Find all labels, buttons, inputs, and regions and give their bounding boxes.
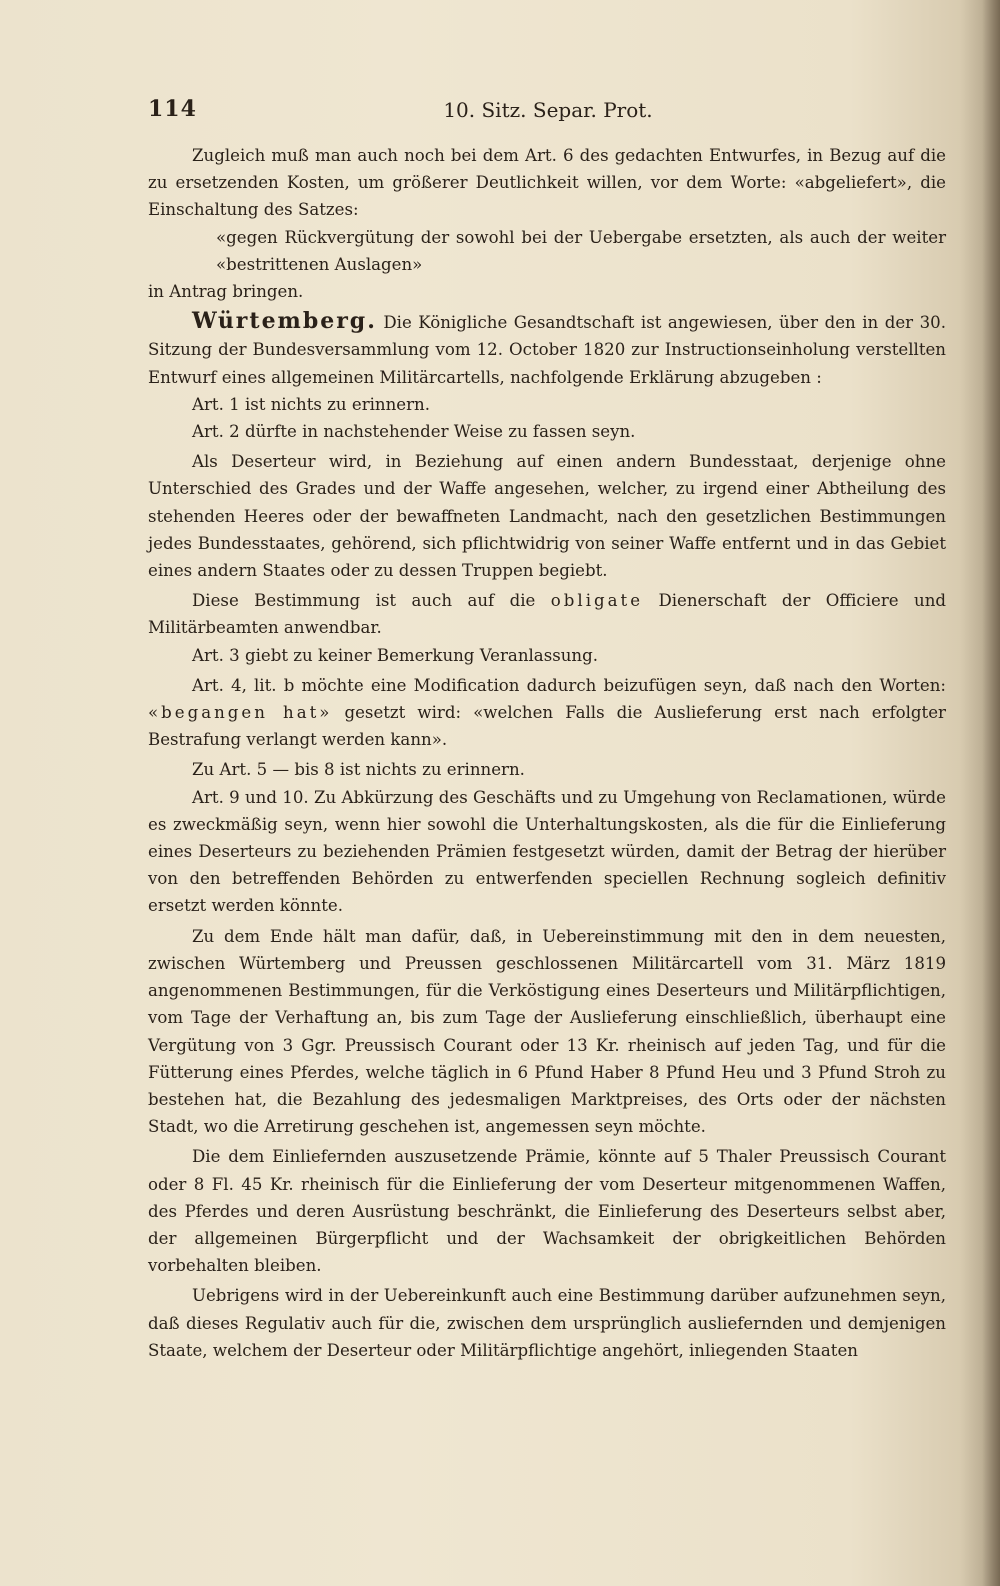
text-run: gesetzt wird: «welchen Falls die Auslieferung erst nach erfolgter Bestrafung verlangt werden kann». xyxy=(148,703,946,750)
paragraph-1: Zugleich muß man auch noch bei dem Art. 6 des gedachten Entwurfes, in Bezug auf die zu ersetzenden Kosten, um größerer Deutlichkeit willen, vor dem Worte: «abgeliefert», die Einschaltung des Satzes: xyxy=(148,146,946,220)
article-4 xyxy=(148,672,946,754)
paragraph-regulativ: Uebrigens wird in der Uebereinkunft auch eine Bestimmung darüber aufzunehmen seyn, daß dieses Regulativ auch für die, zwischen dem ursprünglich ausliefernden und demjenigen Staate, welchem der Deserteur oder Militärpflichtige angehört, inliegenden Staaten xyxy=(148,1286,946,1360)
text-run: Art. 4, lit. b möchte eine Modification dadurch beizufügen seyn, daß nach den Worten: xyxy=(192,675,946,695)
article-1: Art. 1 ist nichts zu erinnern. xyxy=(192,394,431,414)
article-5-8: Zu Art. 5 — bis 8 ist nichts zu erinnern. xyxy=(192,760,525,780)
article-9-10: Art. 9 und 10. Zu Abkürzung des Geschäfts und zu Umgehung von Reclamationen, würde es zweckmäßig seyn, wenn hier sowohl die Unterhaltungskosten, als die für die Einlieferung eines Deserteurs zu beziehenden Prämien festgesetzt würden, damit der Betrag der hierüber von den betreffenden Behörden zu entwerfenden speciellen Rechnung sogleich definitiv ersetzt werden könnte. xyxy=(148,787,946,916)
page-body xyxy=(148,142,946,1364)
text-run: Diese Bestimmung ist auch auf die xyxy=(192,591,536,611)
paragraph-dienerschaft xyxy=(148,587,946,641)
emphasis-text: «begangen hat» xyxy=(148,703,333,723)
book-spine-shadow xyxy=(982,0,1000,1586)
paragraph-1-end: in Antrag bringen. xyxy=(148,282,304,302)
page-header xyxy=(148,96,948,126)
page-number: 114 xyxy=(148,96,197,122)
text-run: Dienerschaft der Officiere und Militärbeamten anwendbar. xyxy=(148,591,947,638)
article-2: Art. 2 dürfte in nachstehender Weise zu fassen seyn. xyxy=(192,422,636,442)
emphasis-text: obligate xyxy=(550,591,644,611)
paragraph-wuertemberg xyxy=(148,308,946,391)
paragraph-wuertemberg-text: Die Königliche Gesandtschaft ist angewiesen, über den in der 30. Sitzung der Bundesversammlung vom 12. October 1820 zur Instructionseinholung verstellten Entwurf eines allgemeinen Militärcartells, nachfolgende Erklärung abzugeben : xyxy=(148,313,946,387)
paragraph-deserteur: Als Deserteur wird, in Beziehung auf einen andern Bundesstaat, derjenige ohne Unterschied des Grades und der Waffe angesehen, welcher, zu irgend einer Abtheilung des stehenden Heeres oder der bewaffneten Landmacht, nach den gesetzlichen Bestimmungen jedes Bundesstaates, gehörend, sich pflichtwidrig von seiner Waffe entfernt und in das Gebiet eines andern Staates oder zu dessen Truppen begiebt. xyxy=(148,452,946,581)
running-title: 10. Sitz. Separ. Prot. xyxy=(443,98,653,122)
paragraph-verguetung: Zu dem Ende hält man dafür, daß, in Uebereinstimmung mit den in dem neuesten, zwischen Würtemberg und Preussen geschlossenen Militärcartell vom 31. März 1819 angenommenen Bestimmungen, für die Verköstigung eines Deserteurs und Militärpflichtigen, vom Tage der Verhaftung an, bis zum Tage der Auslieferung einschließlich, überhaupt eine Vergütung von 3 Ggr. Preussisch Courant oder 13 Kr. rheinisch auf jeden Tag, und für die Fütterung eines Pferdes, welche täglich in 6 Pfund Haber 8 Pfund Heu und 3 Pfund Stroh zu bestehen hat, die Bezahlung des jedesmaligen Marktpreises, des Orts oder der nächsten Stadt, wo die Arretirung geschehen ist, angemessen seyn möchte. xyxy=(148,926,946,1137)
state-heading: Würtemberg. xyxy=(192,308,377,335)
quoted-clause: «gegen Rückvergütung der sowohl bei der Uebergabe ersetzten, als auch der weiter «bestrittenen Auslagen» xyxy=(216,227,946,274)
article-3: Art. 3 giebt zu keiner Bemerkung Veranlassung. xyxy=(192,645,599,665)
paragraph-praemie: Die dem Einliefernden auszusetzende Prämie, könnte auf 5 Thaler Preussisch Courant oder 8 Fl. 45 Kr. rheinisch für die Einlieferung der vom Deserteur mitgenommenen Waffen, des Pferdes und deren Ausrüstung beschränkt, die Einlieferung des Deserteurs selbst aber, der allgemeinen Bürgerpflicht und der Wachsamkeit der obrigkeitlichen Behörden vorbehalten bleiben. xyxy=(148,1147,946,1276)
